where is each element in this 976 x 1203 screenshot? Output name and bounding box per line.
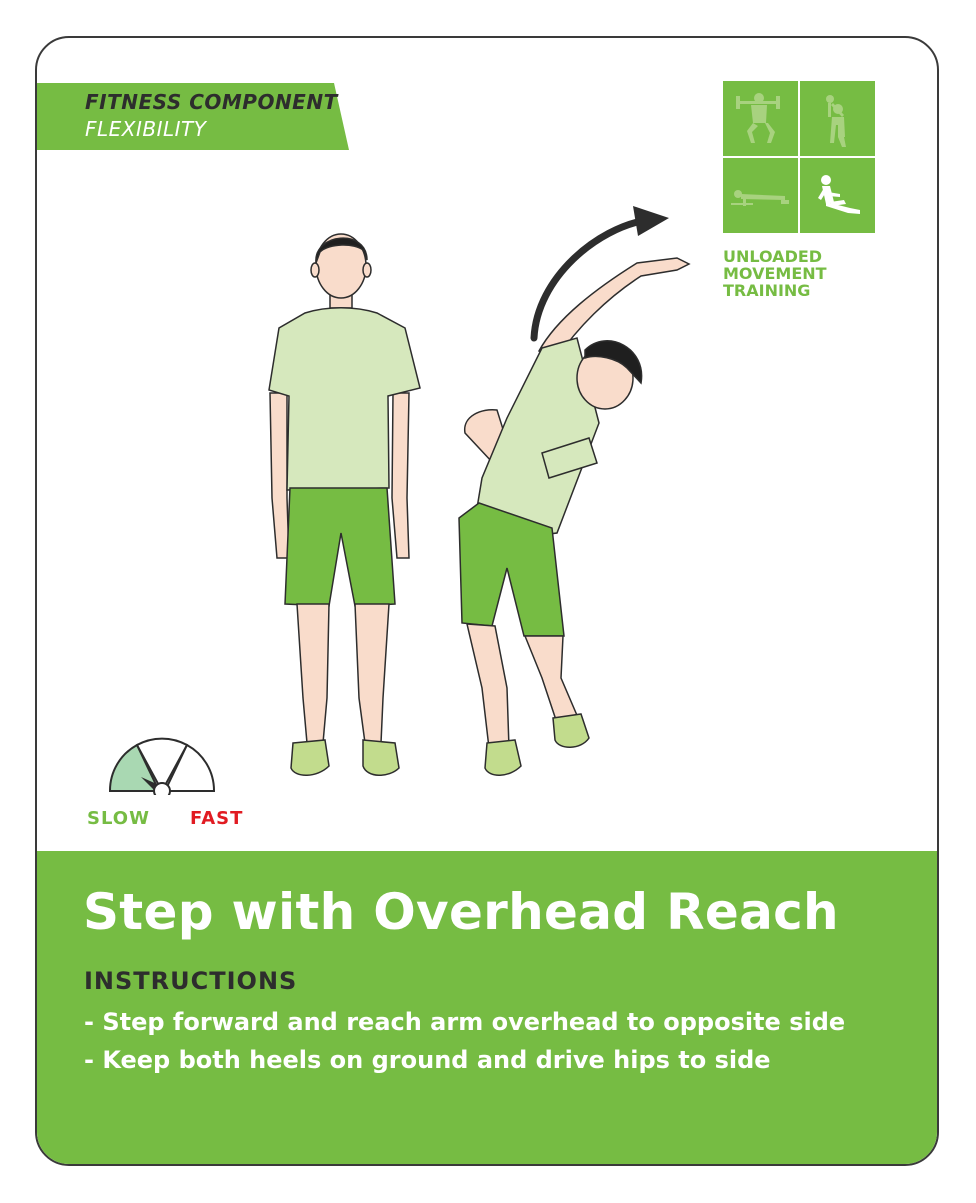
kettlebell-swing-icon <box>800 81 875 156</box>
speed-gauge-icon <box>107 733 217 795</box>
exercise-illustration <box>237 198 717 798</box>
seated-stretch-icon <box>800 158 875 233</box>
speed-slow-label: SLOW <box>87 808 150 829</box>
exercise-card <box>35 36 939 1166</box>
training-type-grid <box>723 81 875 233</box>
fitness-component-value: FLEXIBILITY <box>85 117 207 141</box>
training-type-label <box>723 248 883 299</box>
instruction-item: - Keep both heels on ground and drive hips to side <box>84 1046 771 1074</box>
instruction-item: - Step forward and reach arm overhead to opposite side <box>84 1008 846 1036</box>
leaning-figure <box>459 258 689 775</box>
instructions-heading: INSTRUCTIONS <box>84 967 298 995</box>
grid-divider <box>723 156 875 158</box>
fitness-component-label: FITNESS COMPONENT <box>85 90 338 114</box>
exercise-title: Step with Overhead Reach <box>83 883 839 941</box>
exercise-info-panel <box>37 851 939 1166</box>
training-type-line: UNLOADED <box>723 247 823 266</box>
standing-figure <box>269 234 420 775</box>
training-type-line: TRAINING <box>723 281 811 300</box>
training-type-line: MOVEMENT <box>723 264 827 283</box>
push-up-icon <box>723 158 798 233</box>
weighted-squat-icon <box>723 81 798 156</box>
speed-fast-label: FAST <box>190 808 244 829</box>
instructions-list <box>84 1003 845 1079</box>
